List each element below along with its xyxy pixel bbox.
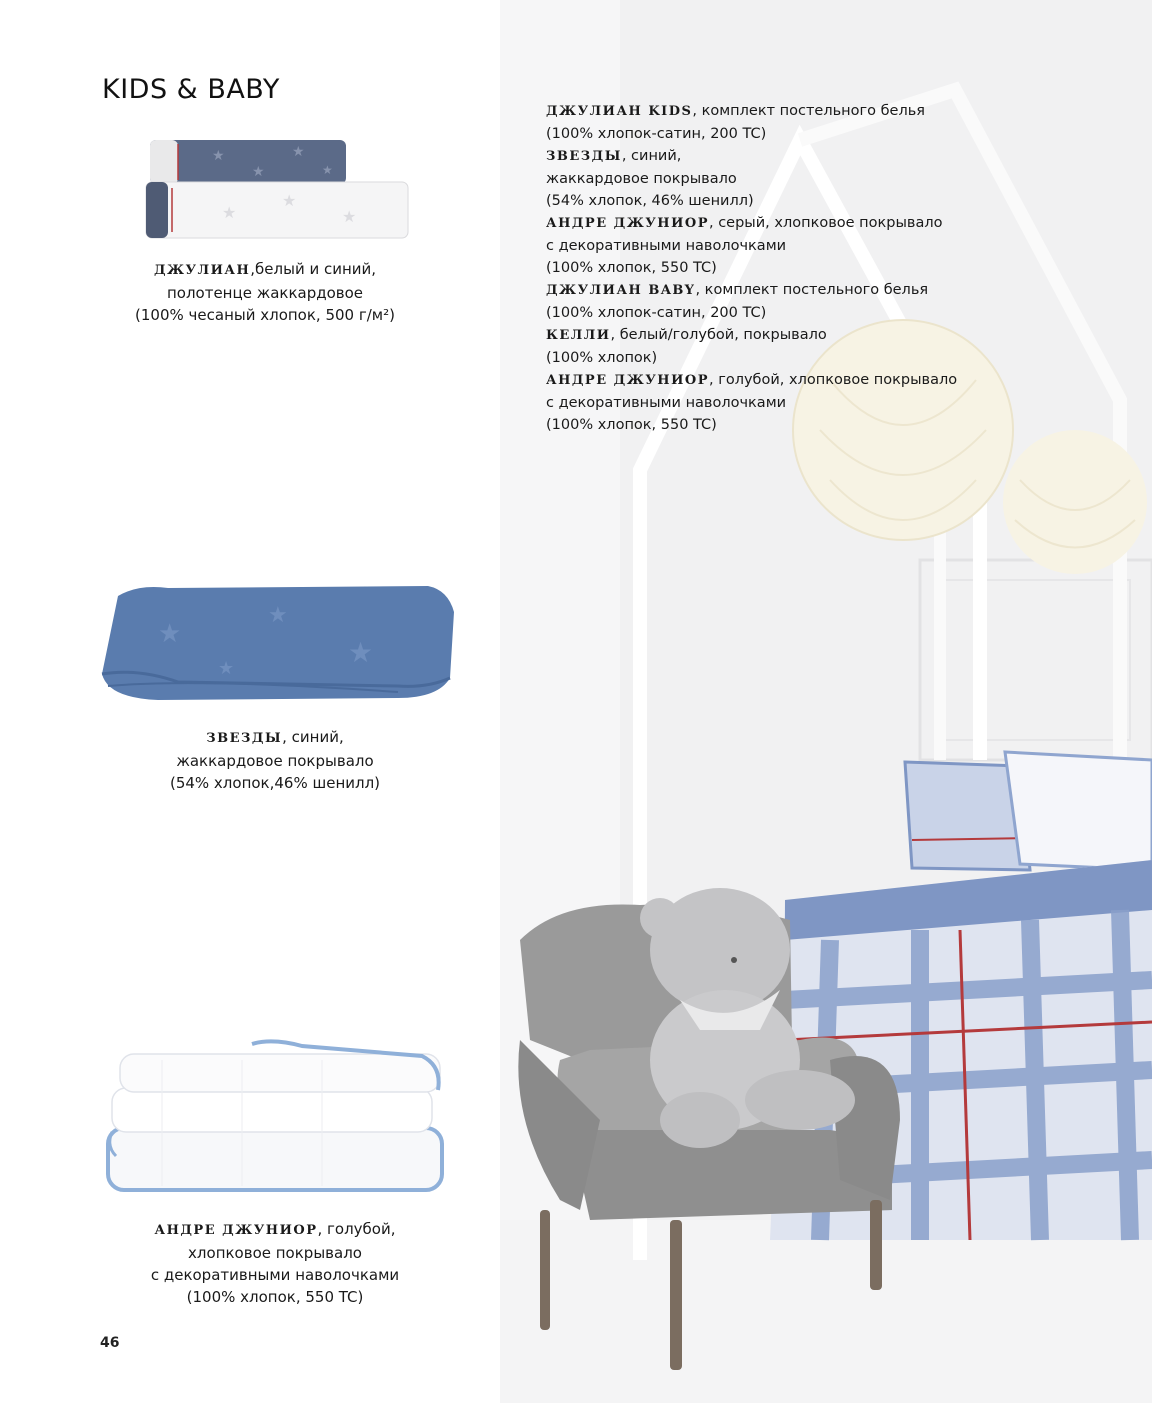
folded-blanket-image bbox=[98, 582, 458, 704]
product-name: ЗВЕЗДЫ bbox=[206, 731, 283, 746]
towel-stack-image bbox=[142, 136, 412, 246]
photo-caption-line: АНДРЕ ДЖУНИОР, серый, хлопковое покрывало bbox=[546, 215, 943, 231]
photo-caption-line: жаккардовое покрывало bbox=[546, 171, 737, 187]
svg-text:★: ★ bbox=[212, 147, 225, 163]
svg-text:★: ★ bbox=[342, 209, 357, 226]
svg-text:★: ★ bbox=[348, 637, 374, 668]
product-caption-blanket: ЗВЕЗДЫ, синий, жаккардовое покрывало (54% хлопок,46% шенилл) bbox=[169, 728, 381, 792]
photo-caption-line: с декоративными наволочками bbox=[546, 395, 787, 411]
photo-caption-line: (100% хлопок, 550 TC) bbox=[546, 417, 717, 433]
product-name: АНДРЕ ДЖУНИОР bbox=[546, 373, 709, 388]
product-name: АНДРЕ ДЖУНИОР bbox=[154, 1223, 318, 1238]
product-name: ДЖУЛИАН bbox=[153, 263, 251, 278]
folded-quilt-image bbox=[102, 1036, 454, 1196]
photo-caption-line: ДЖУЛИАН KIDS, комплект постельного белья bbox=[546, 103, 926, 119]
photo-caption-list bbox=[546, 100, 1016, 436]
product-name: АНДРЕ ДЖУНИОР bbox=[546, 216, 709, 231]
product-column bbox=[0, 0, 500, 1403]
svg-text:★: ★ bbox=[322, 163, 333, 177]
product-name: КЕЛЛИ bbox=[546, 328, 611, 343]
svg-text:★: ★ bbox=[222, 205, 237, 222]
photo-caption-line: (100% хлопок) bbox=[546, 350, 658, 366]
svg-text:★: ★ bbox=[292, 143, 305, 159]
photo-caption-line: ДЖУЛИАН BABY, комплект постельного белья bbox=[546, 282, 929, 298]
product-name: ЗВЕЗДЫ bbox=[546, 149, 622, 164]
photo-caption-line: ЗВЕЗДЫ, синий, bbox=[546, 148, 682, 164]
product-caption-towel: ДЖУЛИАН,белый и синий, полотенце жаккардовое (100% чесаный хлопок, 500 г/м²) bbox=[135, 260, 395, 324]
product-caption-quilt: АНДРЕ ДЖУНИОР, голубой, хлопковое покрывало с декоративными наволочками (100% хлопок, 550 TC) bbox=[150, 1220, 400, 1306]
svg-text:★: ★ bbox=[158, 618, 182, 648]
svg-text:★: ★ bbox=[268, 602, 288, 627]
svg-text:★: ★ bbox=[218, 658, 235, 678]
photo-caption-line: (100% хлопок-сатин, 200 TC) bbox=[546, 305, 767, 321]
photo-caption-line: с декоративными наволочками bbox=[546, 238, 787, 254]
product-name: ДЖУЛИАН KIDS bbox=[546, 104, 693, 119]
svg-text:★: ★ bbox=[282, 193, 297, 210]
photo-caption-line: АНДРЕ ДЖУНИОР, голубой, хлопковое покрывало bbox=[546, 372, 958, 388]
page-number: 46 bbox=[100, 1335, 120, 1351]
section-title: KIDS & BABY bbox=[102, 74, 280, 105]
product-name: ДЖУЛИАН BABY bbox=[546, 283, 696, 298]
photo-caption-line: (100% хлопок-сатин, 200 TC) bbox=[546, 126, 767, 142]
photo-caption-line: (54% хлопок, 46% шенилл) bbox=[546, 193, 754, 209]
photo-caption-line: (100% хлопок, 550 TC) bbox=[546, 260, 717, 276]
photo-caption-line: КЕЛЛИ, белый/голубой, покрывало bbox=[546, 327, 827, 343]
svg-text:★: ★ bbox=[252, 163, 265, 179]
